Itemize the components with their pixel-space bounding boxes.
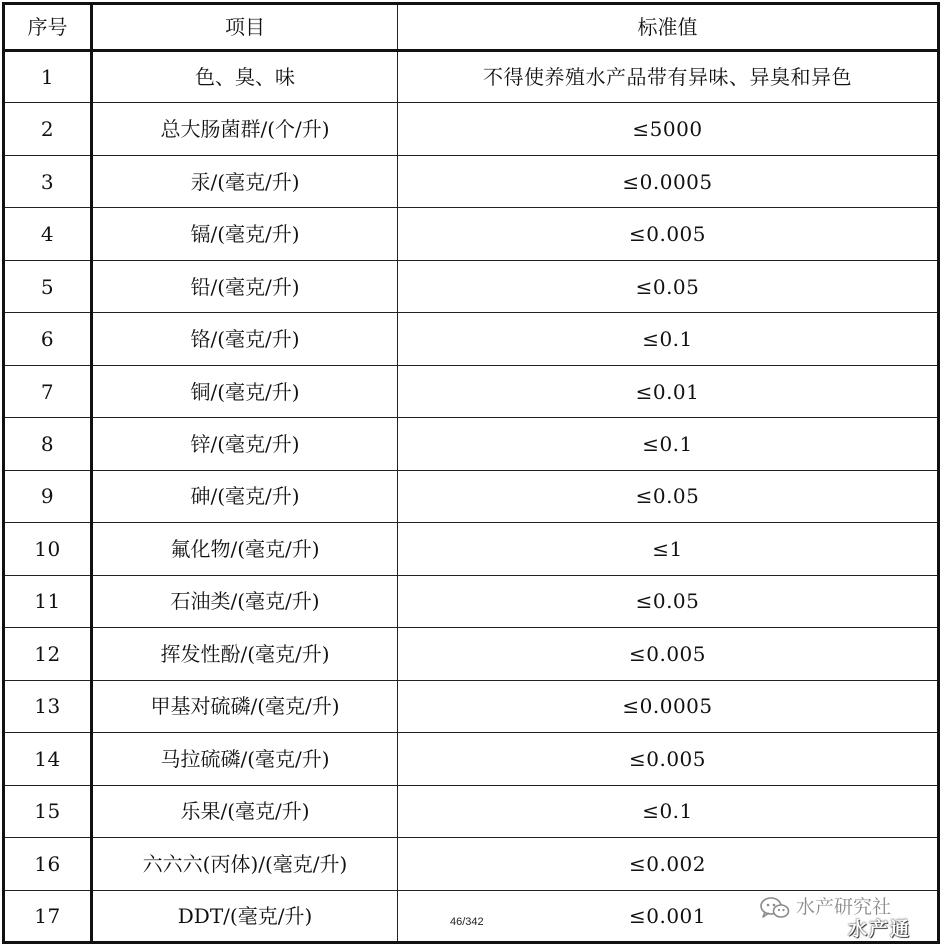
cell-standard-value: ≤0.001 bbox=[398, 890, 939, 943]
cell-serial-number: 9 bbox=[4, 470, 92, 522]
table-row bbox=[4, 155, 939, 207]
watermark-account-name: 水产研究社 bbox=[796, 896, 892, 918]
cell-standard-value: ≤1 bbox=[398, 523, 939, 575]
cell-standard-value: ≤0.0005 bbox=[398, 155, 939, 207]
header-standard-value: 标准值 bbox=[398, 4, 939, 51]
cell-item: 六六六(丙体)/(毫克/升) bbox=[92, 838, 398, 890]
cell-item: 氟化物/(毫克/升) bbox=[92, 523, 398, 575]
table-row bbox=[4, 313, 939, 365]
cell-item: 铬/(毫克/升) bbox=[92, 313, 398, 365]
cell-standard-value: ≤0.005 bbox=[398, 208, 939, 260]
cell-standard-value: ≤0.1 bbox=[398, 785, 939, 837]
cell-item: 马拉硫磷/(毫克/升) bbox=[92, 733, 398, 785]
table-header-row bbox=[4, 4, 939, 51]
cell-item: 镉/(毫克/升) bbox=[92, 208, 398, 260]
cell-item: 锌/(毫克/升) bbox=[92, 418, 398, 470]
cell-serial-number: 3 bbox=[4, 155, 92, 207]
table-row bbox=[4, 208, 939, 260]
cell-serial-number: 8 bbox=[4, 418, 92, 470]
cell-serial-number: 5 bbox=[4, 260, 92, 312]
table-row bbox=[4, 103, 939, 155]
cell-serial-number: 1 bbox=[4, 51, 92, 103]
watermark-brand: 水产通 bbox=[848, 918, 912, 940]
cell-standard-value: ≤0.1 bbox=[398, 313, 939, 365]
table-row bbox=[4, 680, 939, 732]
cell-serial-number: 7 bbox=[4, 365, 92, 417]
cell-serial-number: 2 bbox=[4, 103, 92, 155]
water-quality-standard-table bbox=[2, 2, 940, 944]
cell-item: 汞/(毫克/升) bbox=[92, 155, 398, 207]
cell-item: 色、臭、味 bbox=[92, 51, 398, 103]
cell-item: 铅/(毫克/升) bbox=[92, 260, 398, 312]
cell-item: 甲基对硫磷/(毫克/升) bbox=[92, 680, 398, 732]
cell-standard-value: ≤0.0005 bbox=[398, 680, 939, 732]
cell-standard-value: 不得使养殖水产品带有异味、异臭和异色 bbox=[398, 51, 939, 103]
page-number: 46/342 bbox=[450, 916, 484, 928]
cell-standard-value: ≤0.002 bbox=[398, 838, 939, 890]
cell-serial-number: 15 bbox=[4, 785, 92, 837]
cell-item: 总大肠菌群/(个/升) bbox=[92, 103, 398, 155]
header-item: 项目 bbox=[92, 4, 398, 51]
cell-item: DDT/(毫克/升) bbox=[92, 890, 398, 943]
cell-serial-number: 13 bbox=[4, 680, 92, 732]
table-row bbox=[4, 365, 939, 417]
cell-serial-number: 12 bbox=[4, 628, 92, 680]
table-row bbox=[4, 733, 939, 785]
header-serial-number: 序号 bbox=[4, 4, 92, 51]
cell-serial-number: 14 bbox=[4, 733, 92, 785]
table-row bbox=[4, 575, 939, 627]
cell-standard-value: ≤0.005 bbox=[398, 733, 939, 785]
cell-item: 乐果/(毫克/升) bbox=[92, 785, 398, 837]
cell-item: 石油类/(毫克/升) bbox=[92, 575, 398, 627]
table-row bbox=[4, 51, 939, 103]
cell-item: 砷/(毫克/升) bbox=[92, 470, 398, 522]
cell-serial-number: 17 bbox=[4, 890, 92, 943]
cell-standard-value: ≤0.1 bbox=[398, 418, 939, 470]
cell-standard-value: ≤0.005 bbox=[398, 628, 939, 680]
cell-serial-number: 16 bbox=[4, 838, 92, 890]
table-row bbox=[4, 785, 939, 837]
cell-serial-number: 4 bbox=[4, 208, 92, 260]
cell-serial-number: 6 bbox=[4, 313, 92, 365]
cell-item: 挥发性酚/(毫克/升) bbox=[92, 628, 398, 680]
document-page bbox=[2, 2, 940, 944]
cell-standard-value: ≤5000 bbox=[398, 103, 939, 155]
table-row bbox=[4, 418, 939, 470]
cell-standard-value: ≤0.01 bbox=[398, 365, 939, 417]
cell-standard-value: ≤0.05 bbox=[398, 260, 939, 312]
cell-serial-number: 11 bbox=[4, 575, 92, 627]
table-row bbox=[4, 838, 939, 890]
cell-standard-value: ≤0.05 bbox=[398, 575, 939, 627]
table-row bbox=[4, 470, 939, 522]
table-body bbox=[4, 51, 939, 943]
cell-standard-value: ≤0.05 bbox=[398, 470, 939, 522]
cell-item: 铜/(毫克/升) bbox=[92, 365, 398, 417]
table-row bbox=[4, 628, 939, 680]
table-row bbox=[4, 523, 939, 575]
table-row bbox=[4, 260, 939, 312]
cell-serial-number: 10 bbox=[4, 523, 92, 575]
